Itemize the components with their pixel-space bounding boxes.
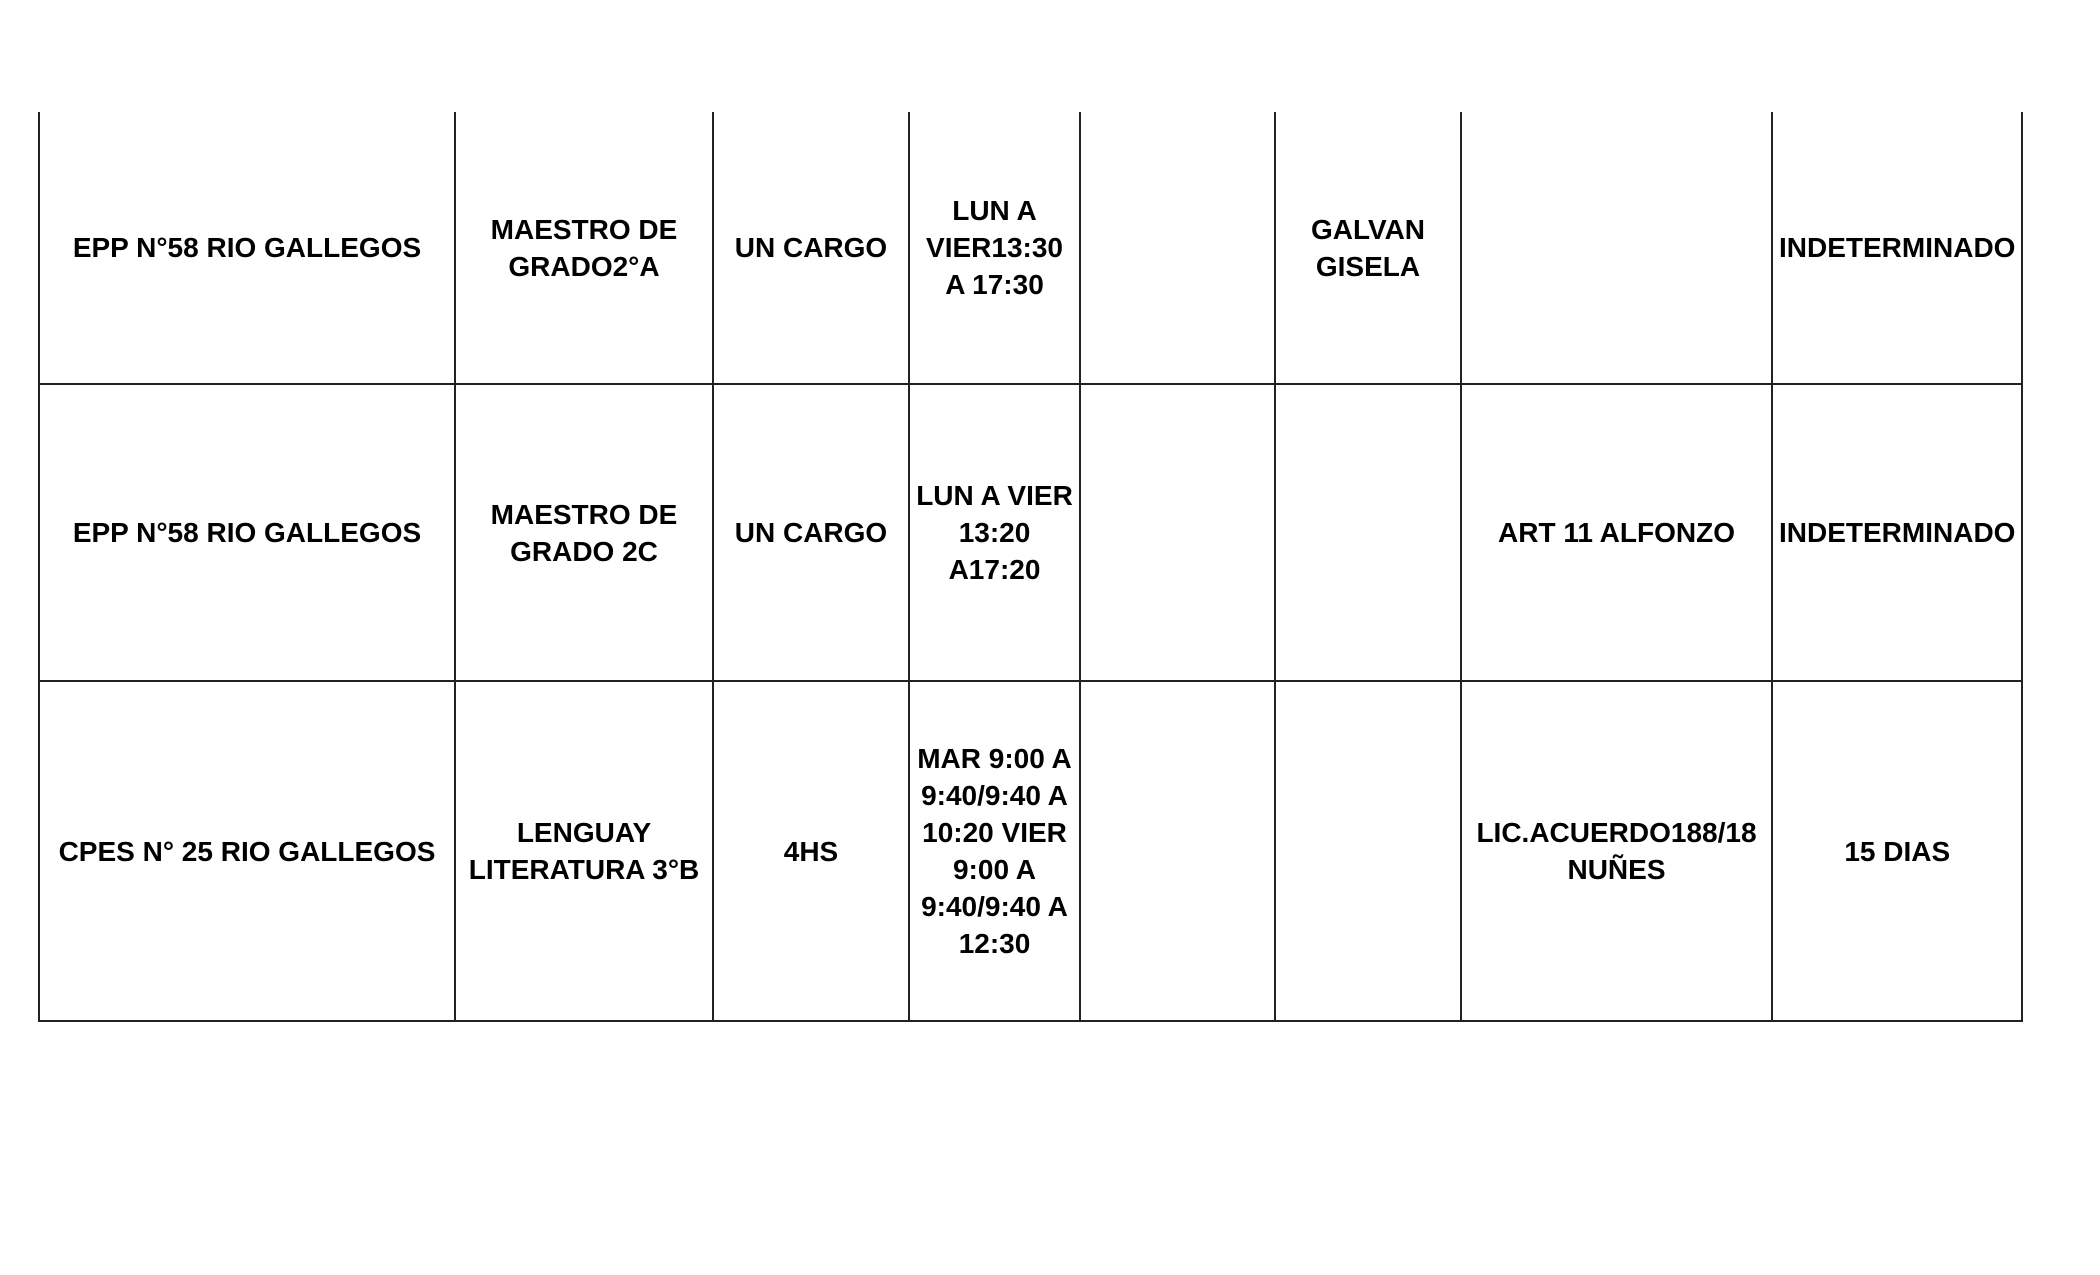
school-cell: EPP N°58 RIO GALLEGOS bbox=[39, 384, 455, 681]
reason-cell bbox=[1461, 112, 1772, 384]
position-cell: MAESTRO DE GRADO 2C bbox=[455, 384, 713, 681]
table-row bbox=[39, 112, 2022, 384]
duration-cell: INDETERMINADO bbox=[1772, 112, 2022, 384]
load-cell: UN CARGO bbox=[713, 384, 909, 681]
schedule-cell: LUN A VIER 13:20 A17:20 bbox=[909, 384, 1080, 681]
school-cell: EPP N°58 RIO GALLEGOS bbox=[39, 112, 455, 384]
name-cell bbox=[1275, 384, 1461, 681]
name-cell: GALVAN GISELA bbox=[1275, 112, 1461, 384]
empty-cell bbox=[1080, 681, 1275, 1021]
schedule-cell: MAR 9:00 A 9:40/9:40 A 10:20 VIER 9:00 A 9:40/9:40 A 12:30 bbox=[909, 681, 1080, 1021]
table-row bbox=[39, 384, 2022, 681]
position-cell: MAESTRO DE GRADO2°A bbox=[455, 112, 713, 384]
reason-cell: ART 11 ALFONZO bbox=[1461, 384, 1772, 681]
assignments-table bbox=[38, 112, 2023, 1022]
name-cell bbox=[1275, 681, 1461, 1021]
load-cell: UN CARGO bbox=[713, 112, 909, 384]
duration-cell: INDETERMINADO bbox=[1772, 384, 2022, 681]
table-row bbox=[39, 681, 2022, 1021]
load-cell: 4HS bbox=[713, 681, 909, 1021]
empty-cell bbox=[1080, 384, 1275, 681]
schedule-cell: LUN A VIER13:30 A 17:30 bbox=[909, 112, 1080, 384]
school-cell: CPES N° 25 RIO GALLEGOS bbox=[39, 681, 455, 1021]
empty-cell bbox=[1080, 112, 1275, 384]
duration-cell: 15 DIAS bbox=[1772, 681, 2022, 1021]
position-cell: LENGUAY LITERATURA 3°B bbox=[455, 681, 713, 1021]
reason-cell: LIC.ACUERDO188/18 NUÑES bbox=[1461, 681, 1772, 1021]
